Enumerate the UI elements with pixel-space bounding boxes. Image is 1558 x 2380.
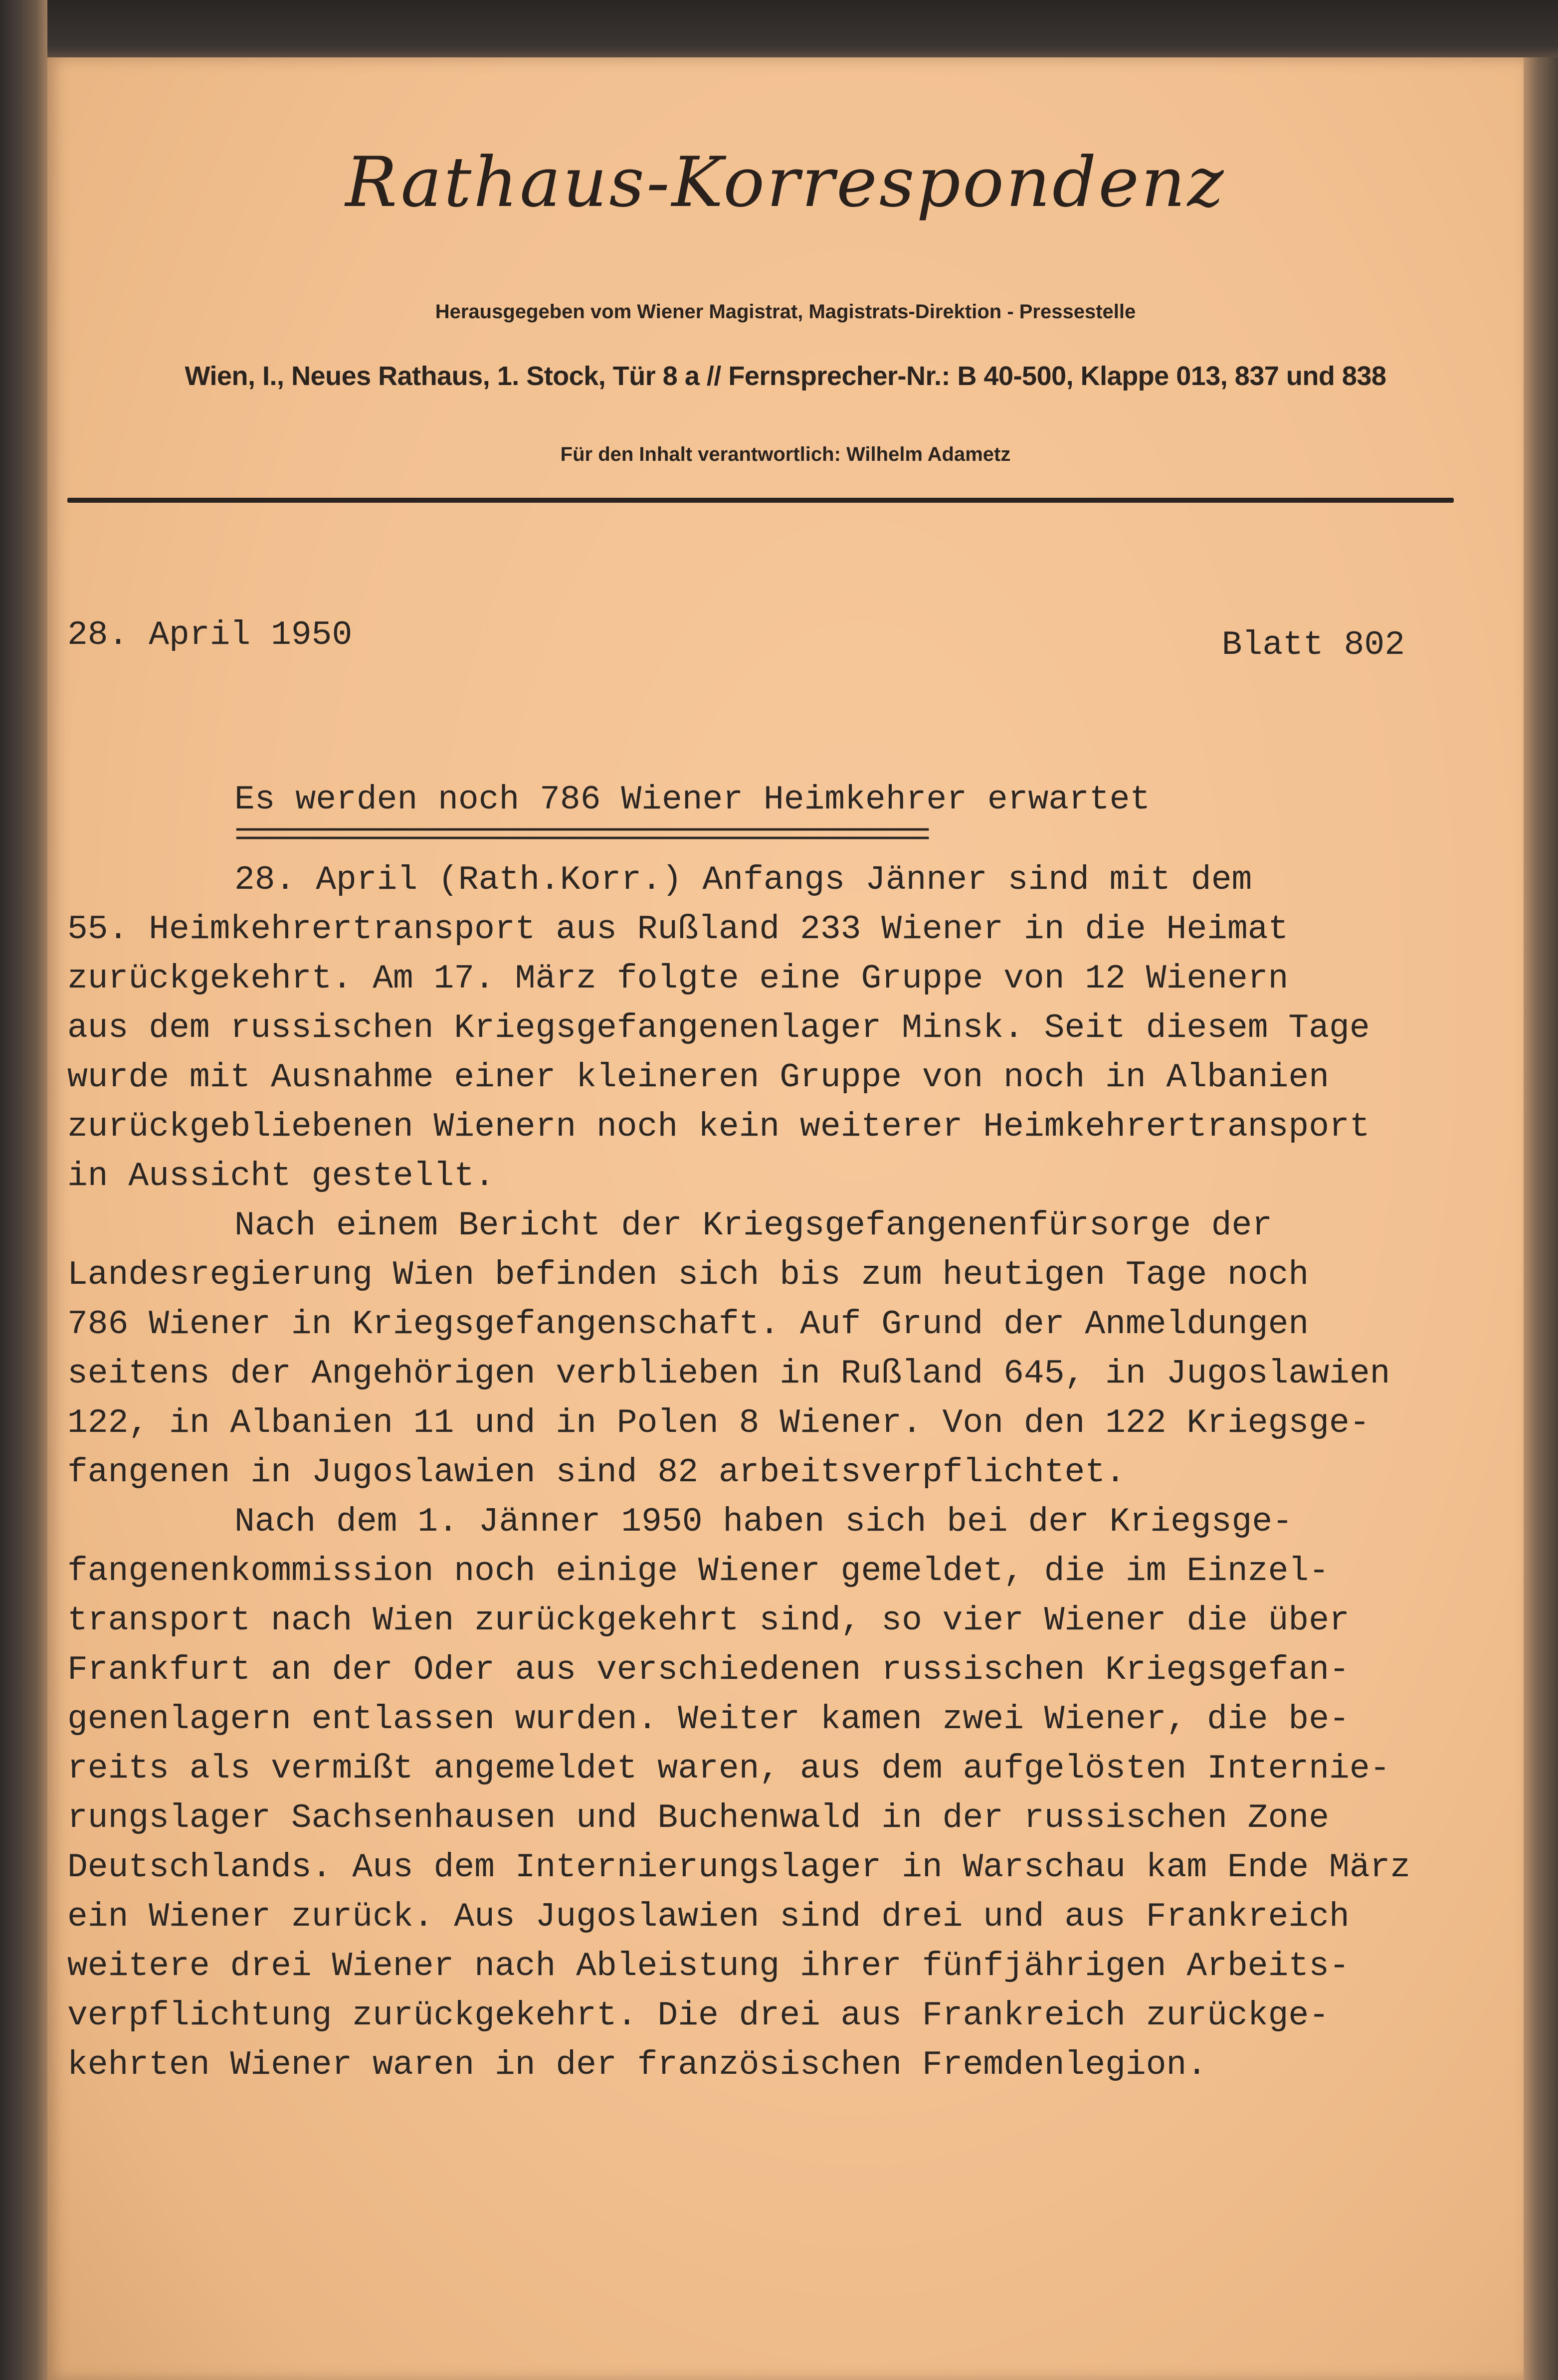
- article-line: wurde mit Ausnahme einer kleineren Gruppe von noch in Albanien: [67, 1058, 1330, 1097]
- article-line: 55. Heimkehrertransport aus Rußland 233 Wiener in die Heimat: [67, 910, 1289, 949]
- article-line: reits als vermißt angemeldet waren, aus dem aufgelösten Internie-: [67, 1750, 1390, 1788]
- masthead-divider: [67, 498, 1454, 503]
- masthead-address: Wien, I., Neues Rathaus, 1. Stock, Tür 8 a // Fernsprecher-Nr.: B 40-500, Klappe 013, 837 und 838: [185, 361, 1386, 391]
- masthead-title: Rathaus-Korrespondenz: [345, 142, 1226, 222]
- article-line: weitere drei Wiener nach Ableistung ihrer fünfjährigen Arbeits-: [67, 1947, 1350, 1985]
- article-line: genenlagern entlassen wurden. Weiter kamen zwei Wiener, die be-: [67, 1700, 1350, 1739]
- masthead-publisher: Herausgegeben vom Wiener Magistrat, Magistrats-Direktion - Pressestelle: [435, 301, 1136, 323]
- scan-top-edge: [47, 0, 1558, 57]
- sheet-number: Blatt 802: [1221, 626, 1405, 664]
- masthead-responsible: Für den Inhalt verantwortlich: Wilhelm Adametz: [560, 443, 1011, 465]
- article-line: fangenenkommission noch einige Wiener gemeldet, die im Einzel-: [67, 1552, 1330, 1590]
- article-line: aus dem russischen Kriegsgefangenenlager Minsk. Seit diesem Tage: [67, 1009, 1370, 1047]
- article-line: Landesregierung Wien befinden sich bis zum heutigen Tage noch: [67, 1256, 1309, 1294]
- article-line: verpflichtung zurückgekehrt. Die drei aus Frankreich zurückge-: [67, 1996, 1330, 2035]
- article-line: Deutschlands. Aus dem Internierungslager in Warschau kam Ende März: [67, 1848, 1411, 1887]
- article-line: Frankfurt an der Oder aus verschiedenen russischen Kriegsgefan-: [67, 1651, 1350, 1689]
- article-line: fangenen in Jugoslawien sind 82 arbeitsverpflichtet.: [67, 1453, 1126, 1492]
- article-line: seitens der Angehörigen verblieben in Rußland 645, in Jugoslawien: [67, 1355, 1390, 1393]
- article-line: transport nach Wien zurückgekehrt sind, so vier Wiener die über: [67, 1601, 1350, 1640]
- document-page: [47, 57, 1524, 2380]
- article-line: kehrten Wiener waren in der französischen Fremdenlegion.: [67, 2046, 1207, 2084]
- document-date: 28. April 1950: [67, 616, 353, 654]
- article-line: rungslager Sachsenhausen und Buchenwald in der russischen Zone: [67, 1799, 1330, 1837]
- article-line: zurückgebliebenen Wienern noch kein weiterer Heimkehrertransport: [67, 1108, 1370, 1146]
- article-line: Nach dem 1. Jänner 1950 haben sich bei der Kriegsge-: [234, 1503, 1293, 1541]
- article-line: 122, in Albanien 11 und in Polen 8 Wiener. Von den 122 Kriegsge-: [67, 1404, 1370, 1442]
- article-line: zurückgekehrt. Am 17. März folgte eine Gruppe von 12 Wienern: [67, 960, 1289, 998]
- article-line: 786 Wiener in Kriegsgefangenschaft. Auf Grund der Anmeldungen: [67, 1305, 1309, 1344]
- article-body: [67, 855, 1454, 2090]
- page-right-edge: [1524, 57, 1558, 2380]
- article-line: ein Wiener zurück. Aus Jugoslawien sind drei und aus Frankreich: [67, 1898, 1350, 1936]
- headline-underline: =============================================: [234, 817, 926, 855]
- article-line: Nach einem Bericht der Kriegsgefangenenfürsorge der: [234, 1206, 1273, 1245]
- article-headline: Es werden noch 786 Wiener Heimkehrer erwartet: [234, 781, 1151, 819]
- book-binding: [0, 0, 47, 2380]
- article-line: 28. April (Rath.Korr.) Anfangs Jänner sind mit dem: [234, 861, 1252, 899]
- article-line: in Aussicht gestellt.: [67, 1157, 495, 1195]
